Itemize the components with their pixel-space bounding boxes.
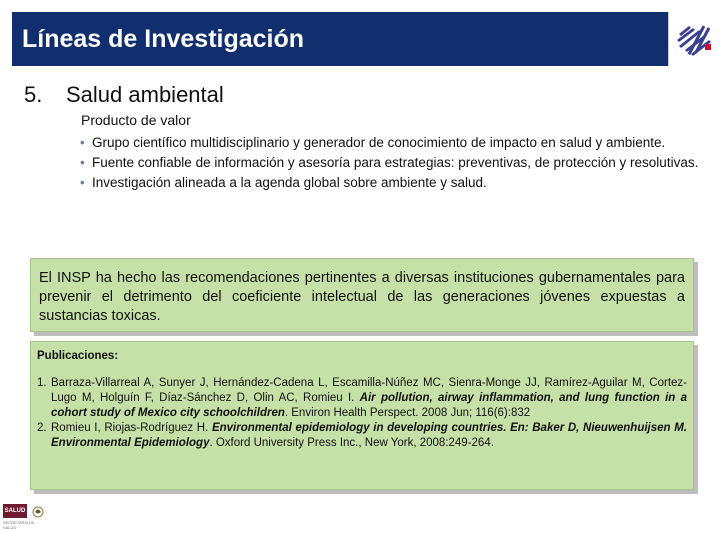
ref-body [51, 376, 687, 421]
ref-title: Air pollution, airway inflammation, and lung function in a cohort study of Mexico city schoolchildren [51, 392, 688, 419]
producto-bullets [80, 134, 700, 194]
list-item: • Investigación alineada a la agenda global sobre ambiente y salud. [80, 174, 700, 191]
list-item: • Fuente confiable de información y asesoría para estrategias: preventivas, de protección y resolutivas. [80, 154, 700, 171]
footer-subtitle: SECRETARÍA DE SALUD [3, 520, 35, 530]
recommendation-box [30, 258, 694, 332]
salud-badge: SALUD [3, 504, 27, 518]
publications-title: Publicaciones: [37, 350, 119, 362]
list-item [37, 376, 687, 421]
list-item [37, 421, 687, 451]
producto-title: Producto de valor [81, 112, 191, 128]
recommendation-text: El INSP ha hecho las recomendaciones pertinentes a diversas instituciones gubernamentales para prevenir el detrimento del coeficiente intelectual de las generaciones jóvenes expuestas a sustancias toxicas. [39, 270, 685, 324]
ref-number: 2. [37, 422, 47, 434]
references-list [37, 376, 687, 451]
ref-number: 1. [37, 377, 47, 389]
ref-rest: . Oxford University Press Inc., New York, 2008:249-264. [209, 437, 494, 449]
section-title: Salud ambiental [66, 82, 224, 107]
ref-authors: Barraza-Villarreal A, Sunyer J, Hernández-Cadena L, Escamilla-Núñez MC, Sienra-Monge JJ, Ramírez-Aguilar M, Cortez-Lugo M, Holguín F, Díaz-Sánchez D, Olin AC, Romieu I. [51, 377, 687, 404]
page-title: Líneas de Investigación [22, 25, 305, 53]
title-bar [12, 12, 668, 66]
list-item: • Grupo científico multidisciplinario y generador de conocimiento de impacto en salud y ambiente. [80, 134, 700, 151]
ref-authors: Romieu I, Riojas-Rodríguez H. [51, 422, 212, 434]
publications-box [30, 341, 694, 490]
mexico-crest-icon [31, 504, 45, 518]
section-number: 5. [24, 82, 43, 107]
ref-body [51, 421, 687, 451]
insp-logo-icon [675, 24, 715, 56]
logo-area [668, 12, 720, 66]
ref-rest: . Environ Health Perspect. 2008 Jun; 116(6):832 [284, 407, 531, 419]
ref-title: Environmental epidemiology in developing countries. En: Baker D, Nieuwenhuijsen M. Environmental Epidemiology [51, 422, 687, 449]
